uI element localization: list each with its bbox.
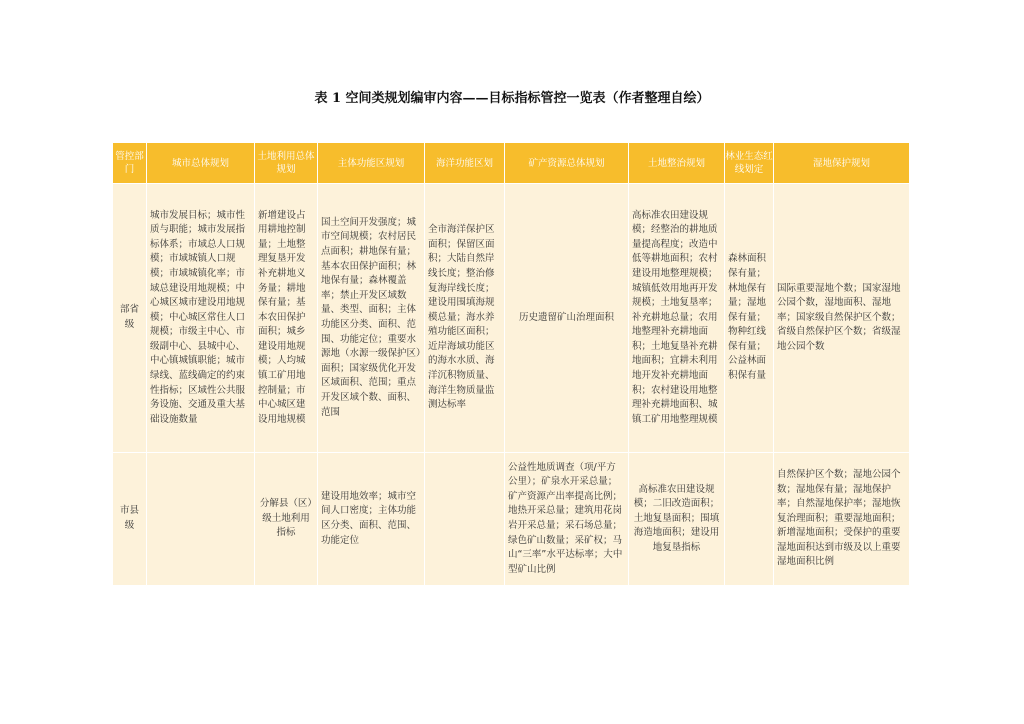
table-row [113, 184, 910, 453]
planning-indicator-table [112, 142, 910, 586]
table-cell: 分解县（区）级土地利用指标 [255, 453, 318, 586]
table-cell [147, 453, 255, 586]
table-cell: 高标准农田建设规模；经整治的耕地质量提高程度；改造中低等耕地面积；农村建设用地整理规模；城镇低效用地再开发规模；土地复垦率；补充耕地总量；农用地整理补充耕地面积；土地复垦补充耕地面积；宜耕未利用地开发补充耕地面积；农村建设用地整理补充耕地面积、城镇工矿用地整理规模 [629, 184, 725, 453]
table-cell: 新增建设占用耕地控制量；土地整理复垦开发补充耕地义务量；耕地保有量；基本农田保护面积；城乡建设用地规模；人均城镇工矿用地控制量；市中心城区建设用地规模 [255, 184, 318, 453]
table-cell [425, 453, 505, 586]
table-cell: 全市海洋保护区面积；保留区面积；大陆自然岸线长度；整治修复海岸线长度；建设用围填海规模总量；海水养殖功能区面积；近岸海域功能区的海水水质、海洋沉积物质量、海洋生物质量监测达标率 [425, 184, 505, 453]
table-cell: 城市发展目标；城市性质与职能；城市发展指标体系；市域总人口规模；市域城镇人口规模；市域城镇化率；市域总建设用地规模；中心城区城市建设用地规模；中心城区常住人口规模；市级主中心、市级副中心、县城中心、中心镇城镇职能；城市绿线、蓝线确定的约束性指标；区域性公共服务设施、交通及重大基础设施数量 [147, 184, 255, 453]
level-cell: 部省级 [113, 184, 147, 453]
column-header: 土地整治规划 [629, 143, 725, 184]
column-header: 矿产资源总体规划 [505, 143, 629, 184]
column-header: 土地利用总体规划 [255, 143, 318, 184]
column-header: 管控部门 [113, 143, 147, 184]
table-cell: 国土空间开发强度；城市空间规模；农村居民点面积；耕地保有量；基本农田保护面积；林地保有量；森林覆盖率；禁止开发区域数量、类型、面积；主体功能区分类、面积、范围、功能定位；重要水源地（水源一级保护区）面积；国家级优化开发区域面积、范围；重点开发区域个数、面积、范围 [318, 184, 425, 453]
column-header: 湿地保护规划 [774, 143, 910, 184]
table-cell: 国际重要湿地个数；国家湿地公园个数，湿地面积、湿地率；国家级自然保护区个数；省级自然保护区个数；省级湿地公园个数 [774, 184, 910, 453]
level-cell: 市县级 [113, 453, 147, 586]
table-cell: 自然保护区个数；湿地公园个数；湿地保有量；湿地保护率；自然湿地保护率；湿地恢复治理面积；重要湿地面积；新增湿地面积；受保护的重要湿地面积达到市级及以上重要湿地面积比例 [774, 453, 910, 586]
column-header: 海洋功能区划 [425, 143, 505, 184]
table-cell: 公益性地质调查（项/平方公里）；矿泉水开采总量；矿产资源产出率提高比例；地热开采总量；建筑用花岗岩开采总量；采石场总量；绿色矿山数量；采矿权；马山“三率”水平达标率；大中型矿山比例 [505, 453, 629, 586]
column-header: 林业生态红线划定 [725, 143, 774, 184]
table-cell [725, 453, 774, 586]
table-cell: 高标准农田建设规模；二旧改造面积；土地复垦面积；围填海造地面积；建设用地复垦指标 [629, 453, 725, 586]
table-header-row [113, 143, 910, 184]
table-title: 表 1 空间类规划编审内容——目标指标管控一览表（作者整理自绘） [314, 91, 710, 106]
table-cell: 历史遗留矿山治理面积 [505, 184, 629, 453]
table-cell: 建设用地效率；城市空间人口密度；主体功能区分类、面积、范围、功能定位 [318, 453, 425, 586]
column-header: 主体功能区规划 [318, 143, 425, 184]
table-cell: 森林面积保有量；林地保有量；湿地保有量；物种红线保有量；公益林面积保有量 [725, 184, 774, 453]
column-header: 城市总体规划 [147, 143, 255, 184]
table-row [113, 453, 910, 586]
